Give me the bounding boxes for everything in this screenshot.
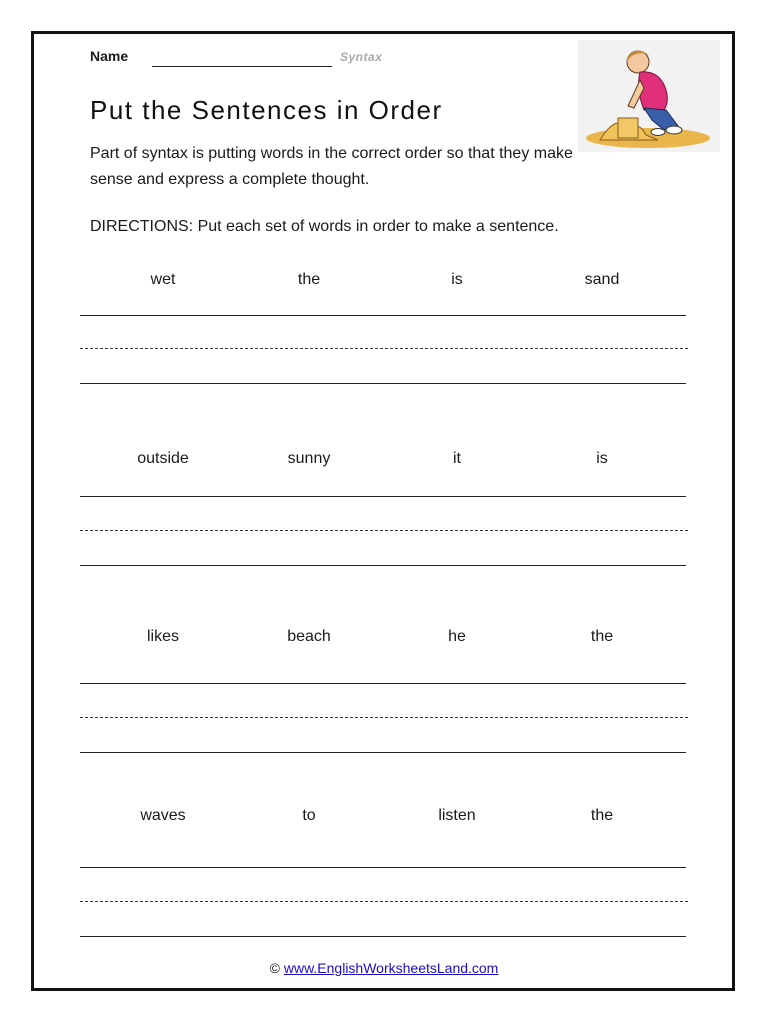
sentence-group	[80, 450, 688, 580]
writing-midline	[80, 717, 688, 718]
scrambled-word: beach	[287, 628, 331, 645]
scrambled-word: the	[297, 271, 321, 288]
writing-line[interactable]	[80, 867, 686, 868]
scrambled-word: it	[453, 450, 461, 467]
topic-label: Syntax	[340, 50, 383, 64]
sentence-group	[80, 271, 688, 401]
scrambled-word: the	[590, 628, 614, 645]
scrambled-word: sunny	[287, 450, 331, 467]
sentence-group	[80, 807, 688, 937]
copyright-symbol: ©	[269, 960, 280, 976]
directions-text: DIRECTIONS: Put each set of words in order to make a sentence.	[90, 218, 559, 235]
footer	[0, 960, 768, 976]
writing-baseline[interactable]	[80, 383, 686, 384]
writing-midline	[80, 348, 688, 349]
writing-midline	[80, 530, 688, 531]
scrambled-word: is	[596, 450, 608, 467]
scrambled-word: likes	[146, 628, 179, 645]
scrambled-word: he	[448, 628, 466, 645]
writing-baseline[interactable]	[80, 752, 686, 753]
writing-baseline[interactable]	[80, 565, 686, 566]
writing-baseline[interactable]	[80, 936, 686, 937]
name-label: Name	[90, 48, 129, 64]
scrambled-word: the	[590, 807, 614, 824]
sentence-group	[80, 628, 688, 758]
intro-text: Part of syntax is putting words in the correct order so that they make sense and express a complete thought.	[90, 145, 573, 188]
scrambled-word: sand	[584, 271, 620, 288]
scrambled-word: listen	[438, 807, 476, 824]
scrambled-word: wet	[150, 271, 176, 288]
writing-midline	[80, 901, 688, 902]
writing-line[interactable]	[80, 683, 686, 684]
scrambled-word: is	[451, 271, 463, 288]
writing-line[interactable]	[80, 496, 686, 497]
writing-line[interactable]	[80, 315, 686, 316]
name-line	[152, 66, 332, 67]
page-title: Put the Sentences in Order	[90, 95, 443, 125]
boy-sandcastle-illustration	[578, 40, 720, 152]
scrambled-word: waves	[140, 807, 186, 824]
scrambled-word: to	[302, 807, 316, 824]
website-link[interactable]: www.EnglishWorksheetsLand.com	[283, 960, 499, 976]
scrambled-word: outside	[137, 450, 189, 467]
